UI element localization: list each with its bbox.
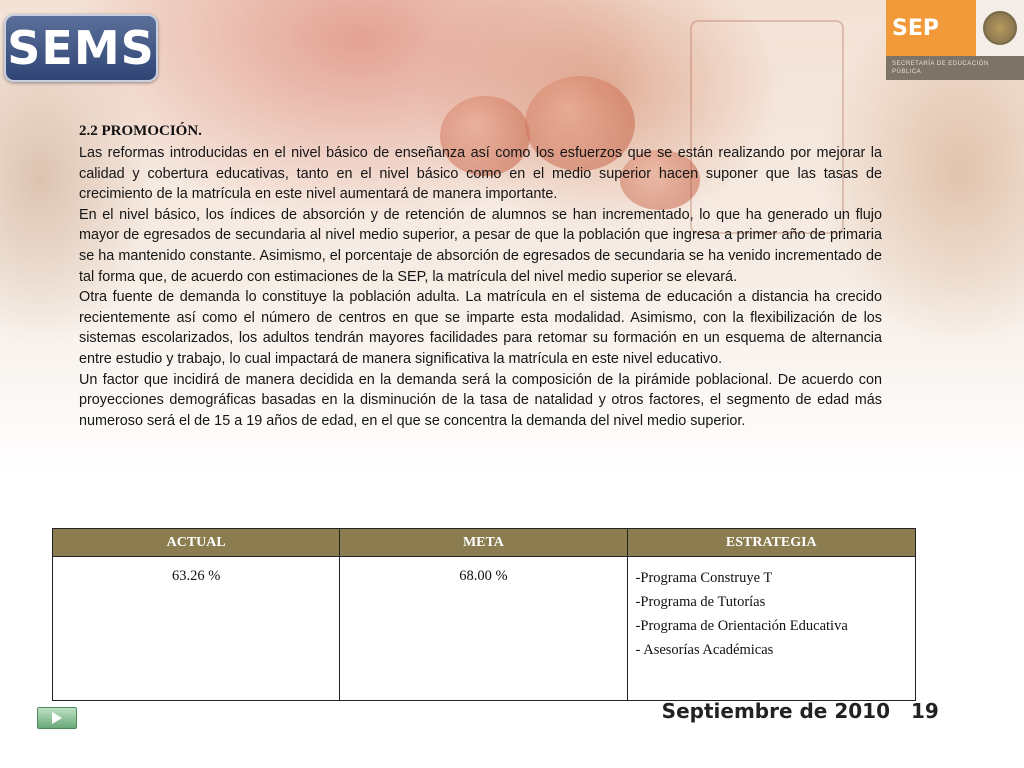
paragraph-3: Otra fuente de demanda lo constituye la población adulta. La matrícula en el sistema de educación a distancia ha crecido recientemente así como el número de centros en que se imparte esta modalidad. Asimismo, con la flexibilización de los sistemas escolarizados, los adultos tendrán mayores facilidades para retomar su formación en un esquema de alternancia entre estudio y trabajo, lo cual impactará de manera significativa la matrícula en este nivel educativo. (79, 289, 882, 367)
header-estrategia: ESTRATEGIA (627, 529, 915, 557)
header-meta: META (340, 529, 627, 557)
sep-seal-area (976, 0, 1024, 56)
section-title: 2.2 PROMOCIÓN. (79, 123, 202, 139)
sep-logo (886, 0, 1024, 82)
strategy-item: - Asesorías Académicas (635, 642, 774, 658)
paragraph-1: Las reformas introducidas en el nivel básico de enseñanza así como los esfuerzos que se están realizando por mejorar la calidad y cobertura educativas, tanto en el nivel básico como en el medio superior hacen suponer que las tasas de crecimiento de la matrícula en este nivel aumentará de manera importante. (79, 145, 882, 203)
table-header-row (53, 529, 916, 557)
paragraph-2: En el nivel básico, los índices de absorción y de retención de alumnos se han incrementado, lo que ha generado un flujo mayor de egresados de secundaria al nivel medio superior, a pesar de que la población que ingresa a primer año de primaria se ha mantenido constante. Asimismo, el porcentaje de absorción de egresados de secundaria se ha venido incrementado de tal forma que, de acuerdo con estimaciones de la SEP, la matrícula del nivel medio superior se elevará. (79, 206, 882, 285)
cell-actual: 63.26 % (53, 557, 340, 701)
sep-logo-text: SEP (892, 15, 939, 41)
sep-logo-top (886, 0, 1024, 56)
sems-logo (4, 14, 158, 82)
strategy-item: -Programa de Orientación Educativa (635, 618, 848, 634)
footer-date: Septiembre de 2010 (661, 699, 890, 723)
sems-logo-text: SEMS (7, 21, 155, 75)
paragraph-4: Un factor que incidirá de manera decidida en la demanda será la composición de la pirámide poblacional. De acuerdo con proyecciones demográficas basadas en la disminución de la tasa de natalidad y otros factores, el segmento de edad más numeroso será el de 15 a 19 años de edad, en el que se concentra la demanda del nivel medio superior. (79, 371, 882, 429)
header-actual: ACTUAL (53, 529, 340, 557)
next-slide-icon[interactable] (37, 707, 77, 729)
cell-meta: 68.00 % (340, 557, 627, 701)
sep-logo-subtitle: SECRETARÍA DE EDUCACIÓN PÚBLICA (886, 56, 1024, 80)
cell-estrategia (627, 557, 915, 701)
table-row (53, 557, 916, 701)
strategy-item: -Programa Construye T (635, 570, 773, 586)
goals-table (52, 528, 916, 701)
mexico-seal-icon (983, 11, 1017, 45)
sep-logo-block (886, 0, 976, 56)
strategy-item: -Programa de Tutorías (635, 594, 766, 610)
page-number: 19 (911, 699, 939, 723)
main-content (79, 121, 882, 431)
